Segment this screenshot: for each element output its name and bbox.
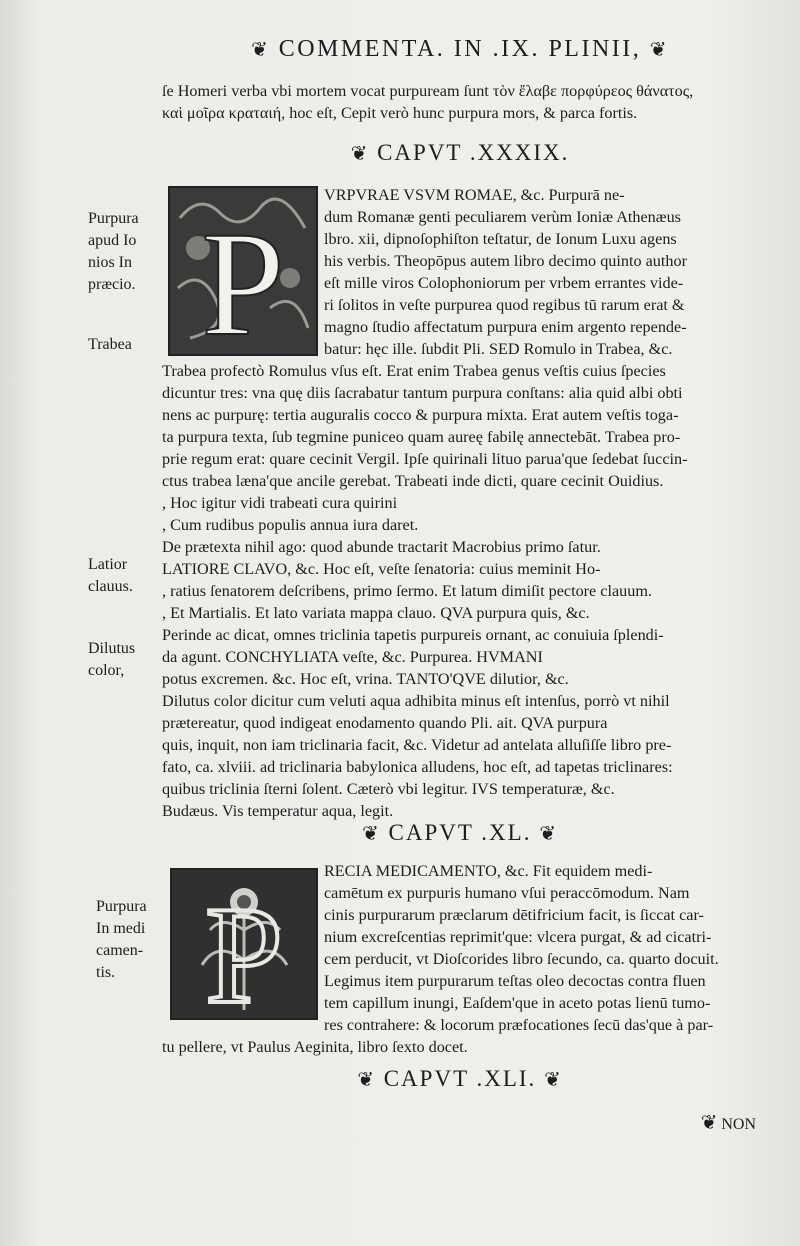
text-line: quis, inquit, non iam triclinaria facit, &c. Videtur ad antelata alluſiſſe libro pre- <box>162 736 672 754</box>
catchword-text: NON <box>721 1116 756 1133</box>
text-line: batur: hęc ille. ſubdit Pli. SED Romulo in Trabea, &c. <box>324 340 673 358</box>
text-line: Legimus item purpurarum teſtas oleo decoctas contra fluen <box>324 972 706 990</box>
text-line: magno ſtudio affectatum purpura enim argento repende- <box>324 318 687 336</box>
decorated-initial <box>170 868 318 1020</box>
margin-line: Trabea <box>88 336 132 353</box>
text-line: nens ac purpurę: tertia auguralis cocco & purpura mixta. Erat autem veſtis toga- <box>162 406 679 424</box>
fleuron-icon: ❦ <box>350 141 370 165</box>
text-line: camētum ex purpuris humano vſui peraccōmodum. Nam <box>324 884 690 902</box>
fleuron-icon: ❦ <box>700 1110 718 1134</box>
text-line: potus excremen. &c. Hoc eſt, vrina. TANTO'QVE dilutior, &c. <box>162 670 569 688</box>
text-line: dum Romanæ genti peculiarem verùm Ioniæ Athenæus <box>324 208 681 226</box>
margin-line: clauus. <box>88 578 133 595</box>
margin-note-dilutus-color <box>88 638 166 682</box>
text-line: , Et Martialis. Et lato variata mappa clauo. QVA purpura quis, &c. <box>162 604 590 622</box>
text-line: tu pellere, vt Paulus Aeginita, libro ſexto docet. <box>162 1038 468 1056</box>
running-header <box>190 36 730 63</box>
chapter-title: CAPVT .XL. <box>388 820 532 845</box>
chapter-title: CAPVT .XXXIX. <box>377 140 570 165</box>
margin-line: nios In <box>88 254 132 271</box>
chapter40-initial-text <box>324 860 758 1036</box>
fleuron-icon: ❦ <box>250 37 271 61</box>
text-line: prie regum erat: quare cecinit Vergil. Ipſe quirinali lituo parua'que ſedebat ſuccin- <box>162 450 688 468</box>
decorated-initial <box>168 186 318 356</box>
text-line: fato, ca. xlviii. ad triclinaria babylonica alludens, hoc eſt, ad tapetas triclinares: <box>162 758 673 776</box>
margin-line: Purpura <box>96 898 147 915</box>
text-line: dicuntur tres: vna quę diis ſacrabatur tantum purpura conſtans: alia quid albi obti <box>162 384 683 402</box>
catchword <box>701 1110 756 1134</box>
text-line: καὶ μοῖρα κραταιή, hoc eſt, Cepit verò hunc purpura mors, & parca fortis. <box>162 104 638 122</box>
text-line: ri ſolitos in veſte purpurea quod regibus tū rarum erat & <box>324 296 685 314</box>
text-line: De prætexta nihil ago: quod abunde tractarit Macrobius primo ſatur. <box>162 538 601 556</box>
text-line: lbro. xii, dipnoſophiſton teſtatur, de Ionum Luxu agens <box>324 230 677 248</box>
margin-line: color, <box>88 662 125 679</box>
header-title: COMMENTA. IN .IX. PLINII, <box>278 36 642 62</box>
chapter-title: CAPVT .XLI. <box>383 1066 537 1091</box>
chapter-heading <box>162 820 758 846</box>
chapter40-body <box>162 1036 758 1058</box>
text-line: RECIA MEDICAMENTO, &c. Fit equidem medi- <box>324 862 653 880</box>
text-line: nium excreſcentias reprimit'que: vlcera purgat, & ad cicatri- <box>324 928 712 946</box>
text-line: ſe Homeri verba vbi mortem vocat purpuream ſunt τὸν ἔλαβε πορφύρεος θάνατος, <box>162 82 694 100</box>
chapter-heading <box>162 140 758 166</box>
margin-note-trabea <box>88 334 166 356</box>
text-line: tem capillum inungi, Eaſdem'que in aceto potas lienū tumo- <box>324 994 711 1012</box>
margin-line: camen- <box>96 942 144 959</box>
text-line: LATIORE CLAVO, &c. Hoc eſt, veſte ſenatoria: cuius meminit Ho- <box>162 560 601 578</box>
text-line: Perinde ac dicat, omnes triclinia tapetis purpureis ornant, ac conuiuia ſplendi- <box>162 626 664 644</box>
fleuron-icon: ❦ <box>357 1067 376 1091</box>
floral-initial-icon <box>172 870 316 1018</box>
fleuron-icon: ❦ <box>539 821 558 845</box>
text-line: cem perducit, vt Dioſcorides libro ſecundo, ca. quarto docuit. <box>324 950 719 968</box>
text-line: prætereatur, quod indigeat enodamento quando Pli. ait. QVA purpura <box>162 714 608 732</box>
margin-line: In medi <box>96 920 146 937</box>
verse-line: , Hoc igitur vidi trabeati cura quirini <box>162 494 398 512</box>
initial-letter: P <box>205 878 283 1018</box>
text-line: quibus triclinia ſterni ſolent. Cæterò vbi legitur. IVS temperaturæ, &c. <box>162 780 615 798</box>
initial-letter: P <box>201 201 285 354</box>
margin-line: Dilutus <box>88 640 136 657</box>
text-line: Dilutus color dicitur cum veluti aqua adhibita minus eſt intenſus, porrò vt nihil <box>162 692 670 710</box>
text-line: ctus trabea læna'que ancile gerebat. Trabeati inde dicti, quare cecinit Ouidius. <box>162 472 664 490</box>
verse-line: , Cum rudibus populis annua iura daret. <box>162 516 419 534</box>
text-line: eſt mille viros Colophoniorum per vrbem errantes vide- <box>324 274 684 292</box>
margin-note-purpura-medicamentis <box>96 896 174 984</box>
text-line: ta purpura texta, ſub tegmine puniceo quam aureę fabilę annectebāt. Trabea pro- <box>162 428 681 446</box>
fleuron-icon: ❦ <box>544 1067 563 1091</box>
margin-line: Purpura <box>88 210 139 227</box>
text-line: VRPVRAE VSVM ROMAE, &c. Purpurā ne- <box>324 186 625 204</box>
text-line: Budæus. Vis temperatur aqua, legit. <box>162 802 394 820</box>
chapter-heading <box>162 1066 758 1092</box>
text-line: his verbis. Theopōpus autem libro decimo quinto author <box>324 252 687 270</box>
margin-line: apud Io <box>88 232 137 249</box>
text-line: res contrahere: & locorum præfocationes ſecū das'que à par- <box>324 1016 714 1034</box>
chapter39-initial-text <box>324 184 758 360</box>
intro-paragraph <box>162 80 758 124</box>
margin-line: Latior <box>88 556 128 573</box>
text-line: da agunt. CONCHYLIATA veſte, &c. Purpurea. HVMANI <box>162 648 543 666</box>
text-line: Trabea profectò Romulus vſus eſt. Erat enim Trabea genus veſtis cuius ſpecies <box>162 362 666 380</box>
margin-note-purpura-ionios <box>88 208 166 296</box>
text-line: cinis purpurarum præclarum dētifricium facit, is ſiccat car- <box>324 906 704 924</box>
margin-line: tis. <box>96 964 116 981</box>
margin-line: præcio. <box>88 276 136 293</box>
woodcut-initial-icon <box>170 188 316 354</box>
fleuron-icon: ❦ <box>649 37 670 61</box>
fleuron-icon: ❦ <box>362 821 381 845</box>
chapter39-body <box>162 360 758 822</box>
margin-note-latior-clauus <box>88 554 166 598</box>
text-line: , ratius ſenatorem deſcribens, primo ſermo. Et latum dimiſit pectore clauum. <box>162 582 652 600</box>
